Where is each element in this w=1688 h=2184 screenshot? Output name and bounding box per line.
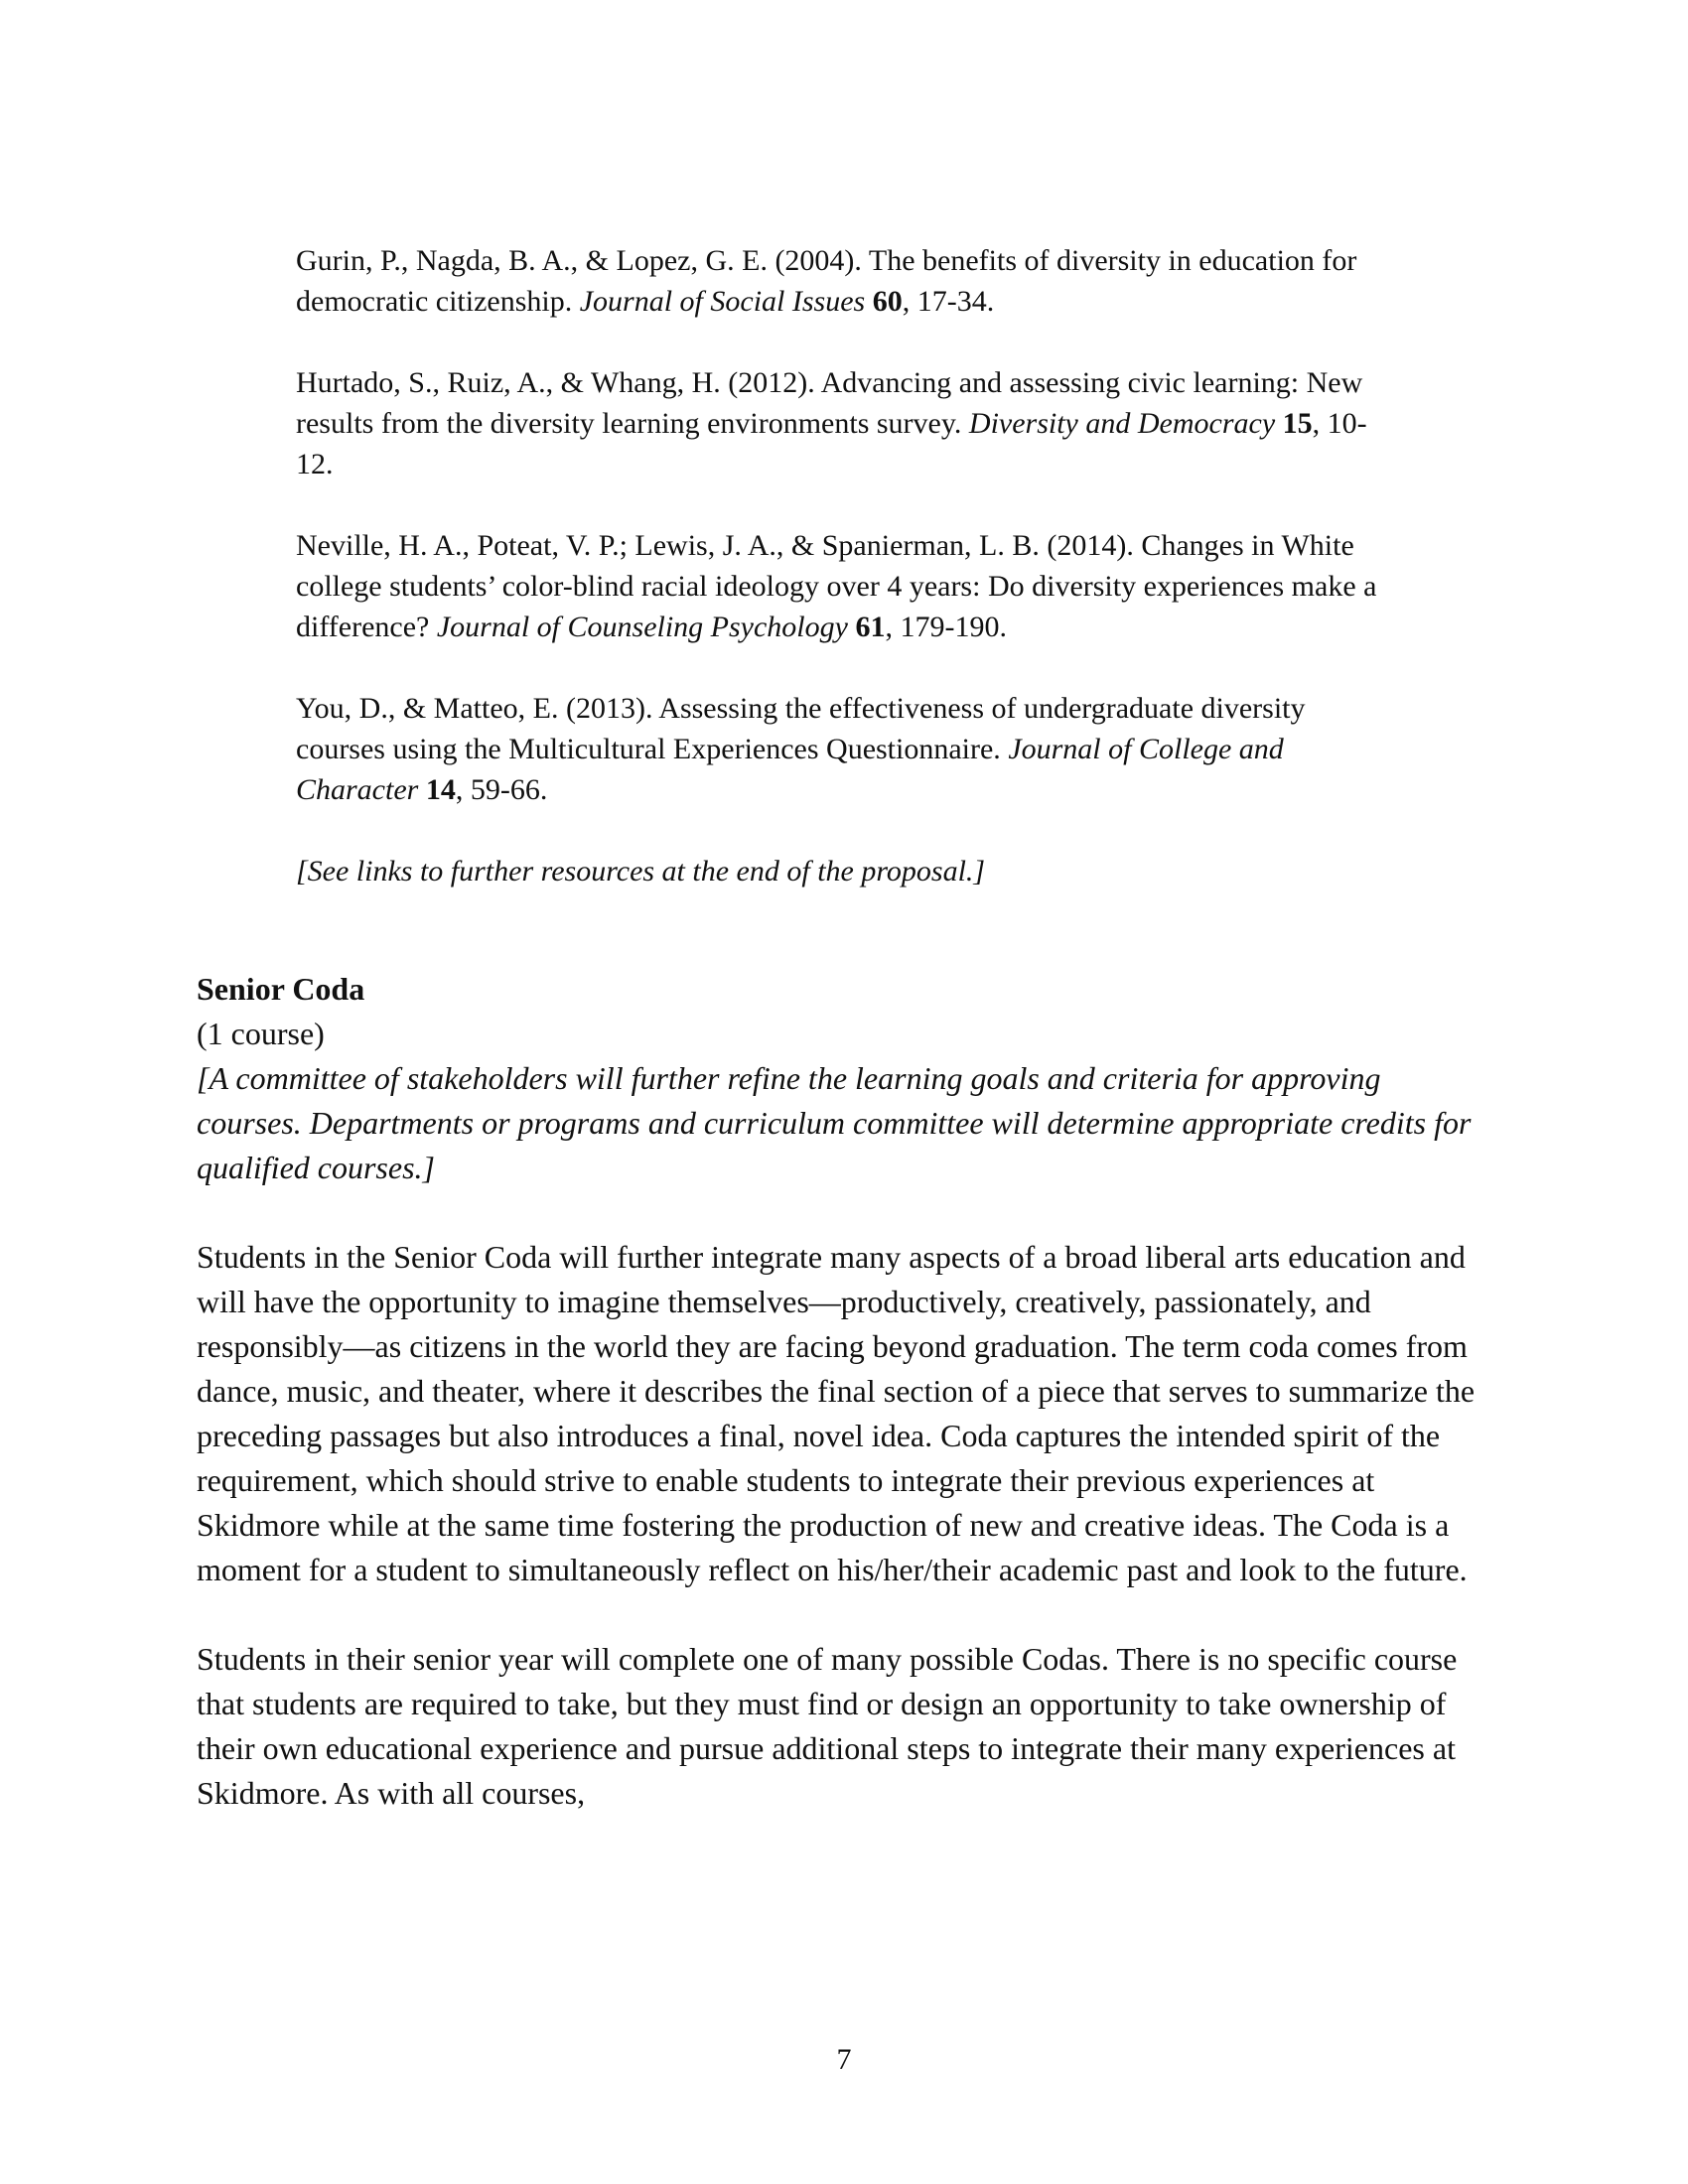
section-note: [A committee of stakeholders will further refine the learning goals and criteria for approving courses. Departments or programs and curriculum committee will determine appropriate credits for qualified courses.]: [197, 1060, 1472, 1185]
reference-volume: 60: [872, 285, 903, 318]
section-course-count: (1 course): [197, 1016, 325, 1051]
reference-volume: 14: [425, 773, 456, 806]
reference-entry: [296, 688, 1398, 810]
reference-pages: , 179-190.: [885, 611, 1007, 643]
section-heading: Senior Coda: [197, 971, 365, 1007]
body-paragraph: Students in their senior year will complete one of many possible Codas. There is no specific course that students are required to take, but they must find or design an opportunity to take ownership of their own educational experience and pursue additional steps to integrate their many experiences at Skidmore. As with all courses,: [197, 1641, 1458, 1811]
reference-pages: , 59-66.: [455, 773, 548, 806]
reference-authors: You, D., & Matteo, E. (2013). Assessing the effectiveness of undergraduate diversity courses using the Multicultural Experiences Questionnaire.: [296, 692, 1306, 765]
body-paragraph: Students in the Senior Coda will further integrate many aspects of a broad liberal arts education and will have the opportunity to imagine themselves—productively, creatively, passionately, and responsibly—as citizens in the world they are facing beyond graduation. The term coda comes from dance, music, and theater, where it describes the final section of a piece that serves to summarize the preceding passages but also introduces a final, novel idea. Coda captures the intended spirit of the requirement, which should strive to enable students to integrate their previous experiences at Skidmore while at the same time fostering the production of new and creative ideas. The Coda is a moment for a student to simultaneously reflect on his/her/their academic past and look to the future.: [197, 1239, 1476, 1587]
reference-pages: , 10-12.: [296, 407, 1367, 480]
reference-entry: [296, 525, 1398, 647]
reference-journal: Journal of Social Issues: [579, 285, 866, 318]
senior-coda-section: [197, 967, 1487, 1860]
reference-journal: Diversity and Democracy: [968, 407, 1276, 440]
reference-list: [296, 240, 1398, 891]
references-note: [See links to further resources at the end of the proposal.]: [296, 855, 986, 887]
reference-journal: Journal of Counseling Psychology: [436, 611, 848, 643]
reference-authors: Neville, H. A., Poteat, V. P.; Lewis, J. A., & Spanierman, L. B. (2014). Changes in White college students’ color-blind racial ideology over 4 years: Do diversity experiences make a difference?: [296, 529, 1377, 643]
reference-entry: [296, 240, 1398, 322]
reference-journal: Journal of College and Character: [296, 733, 1284, 806]
reference-authors: Hurtado, S., Ruiz, A., & Whang, H. (2012). Advancing and assessing civic learning: New results from the diversity learning environments survey.: [296, 366, 1363, 440]
page-number: 7: [836, 2043, 852, 2076]
reference-volume: 61: [855, 611, 886, 643]
reference-pages: , 17-34.: [902, 285, 995, 318]
reference-authors: Gurin, P., Nagda, B. A., & Lopez, G. E. (2004). The benefits of diversity in education for democratic citizenship.: [296, 244, 1357, 318]
reference-entry: [296, 362, 1398, 484]
reference-volume: 15: [1282, 407, 1313, 440]
